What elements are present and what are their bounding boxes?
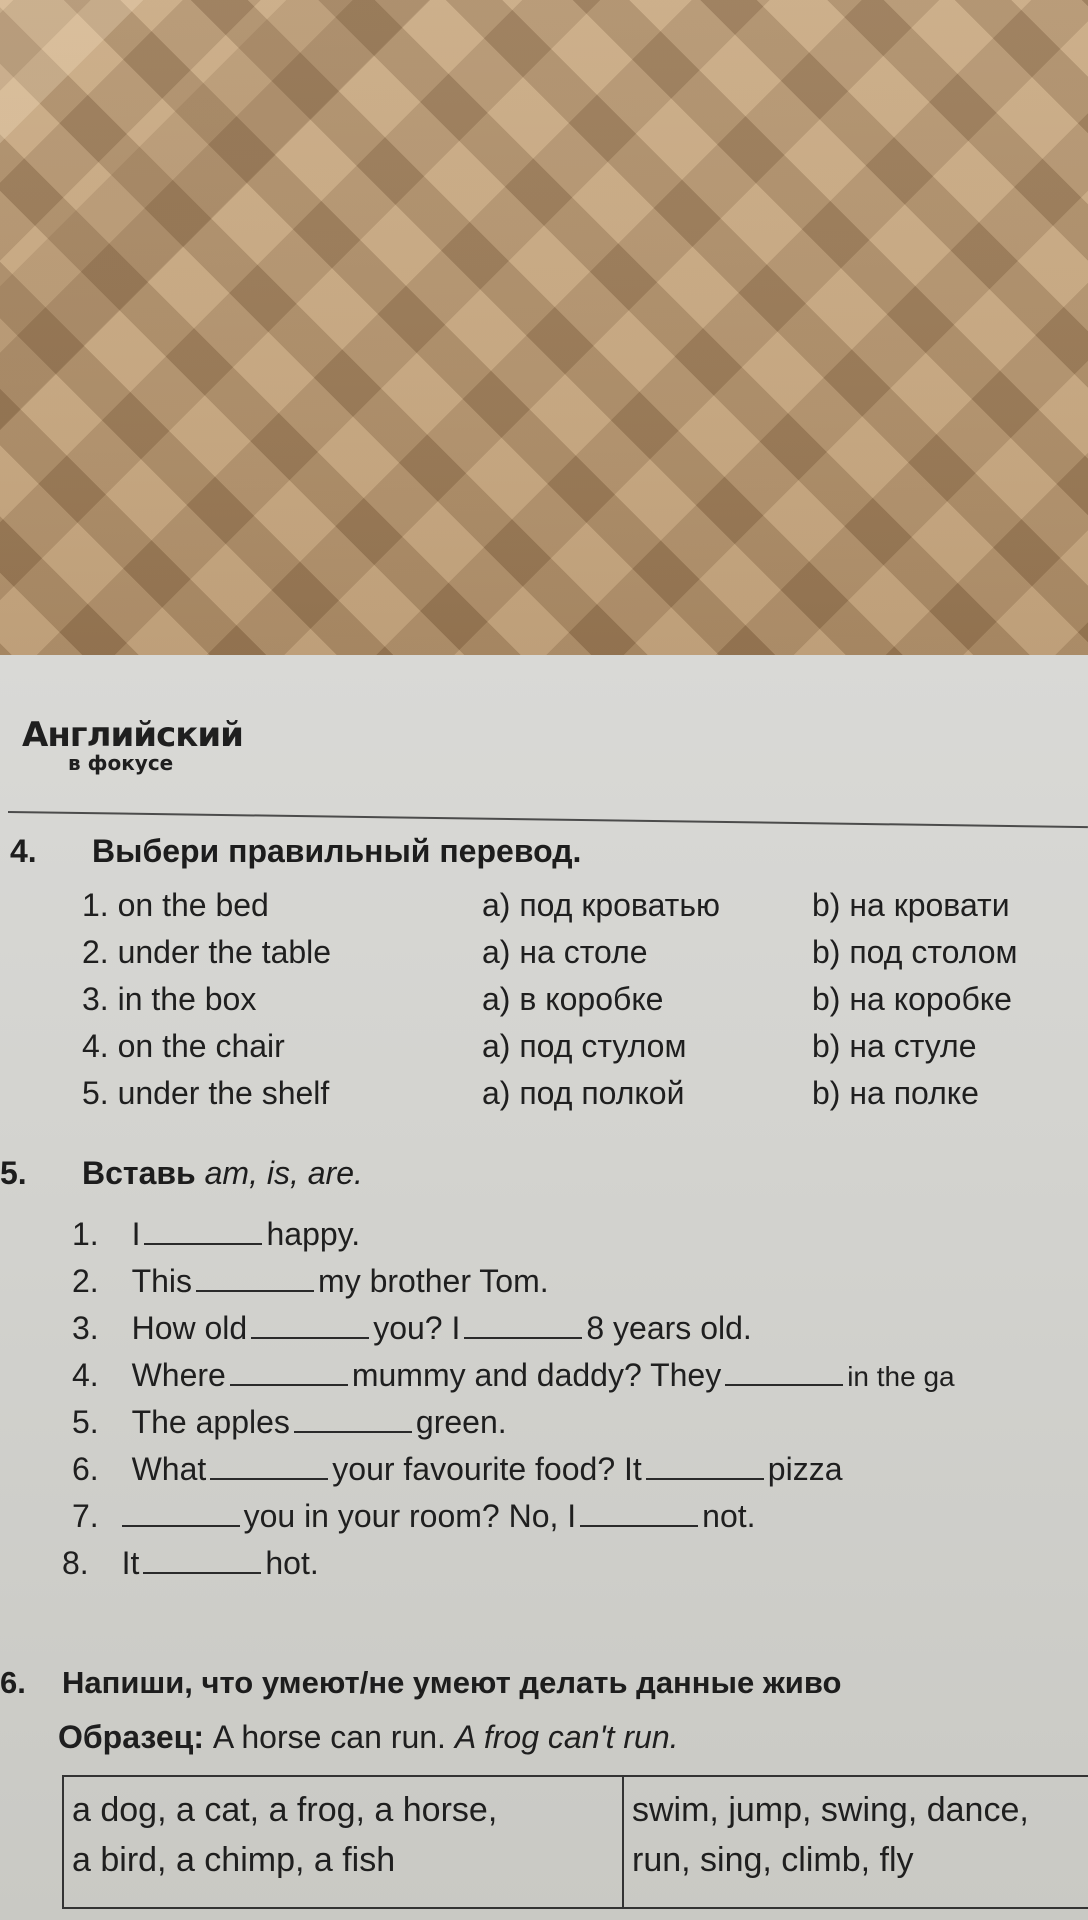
answer-blank[interactable] — [580, 1497, 698, 1527]
sentence-text: How old — [131, 1310, 248, 1346]
sentence-text: It — [121, 1545, 140, 1581]
sentence-text: hot. — [265, 1545, 319, 1581]
task5-sentence — [72, 1403, 507, 1441]
task4-option-b: b) под столом — [812, 934, 1018, 970]
sentence-number: 5. — [72, 1404, 99, 1440]
task4-heading — [10, 833, 581, 870]
sentence-number: 3. — [72, 1310, 99, 1346]
task5-number: 5. — [0, 1155, 27, 1191]
sentence-text: my brother Tom. — [318, 1263, 549, 1299]
example-label: Образец: — [58, 1719, 204, 1755]
sentence-number: 7. — [72, 1498, 99, 1534]
answer-blank[interactable] — [210, 1450, 328, 1480]
answer-blank[interactable] — [464, 1309, 582, 1339]
sentence-text: you in your room? No, I — [243, 1498, 577, 1534]
sentence-text: pizza — [767, 1451, 843, 1487]
answer-blank[interactable] — [122, 1497, 240, 1527]
sentence-text: mummy and daddy? They — [351, 1357, 722, 1393]
answer-blank[interactable] — [725, 1356, 843, 1386]
task6-number: 6. — [0, 1665, 26, 1700]
sentence-number: 4. — [72, 1357, 99, 1393]
task4-term: 2. under the table — [82, 934, 332, 970]
verbs-cell — [624, 1777, 1088, 1907]
answer-blank[interactable] — [251, 1309, 369, 1339]
task4-option-a: a) в коробке — [482, 981, 664, 1017]
sentence-text: you? I — [373, 1310, 461, 1346]
task4-option-a: a) под полкой — [482, 1075, 685, 1111]
logo-subtitle: в фокусе — [68, 751, 174, 775]
answer-blank[interactable] — [646, 1450, 764, 1480]
task5-heading — [0, 1155, 363, 1192]
sentence-number: 1. — [72, 1216, 99, 1252]
sentence-text: green. — [415, 1404, 507, 1440]
task4-term: 3. in the box — [82, 981, 257, 1017]
sentence-text: happy. — [266, 1216, 361, 1252]
animals-line: a dog, a cat, a frog, a horse, — [72, 1791, 498, 1829]
task5-sentence — [62, 1544, 319, 1582]
task4-term: 4. on the chair — [82, 1028, 285, 1064]
sentence-text: What — [131, 1451, 207, 1487]
task4-title: Выбери правильный перевод. — [92, 833, 582, 869]
task5-sentence — [72, 1497, 756, 1535]
task6-title: Напиши, что умеют/не умеют делать данные живо — [62, 1665, 842, 1700]
task4-option-b: b) на полке — [812, 1075, 979, 1111]
task6-word-table — [62, 1775, 1088, 1909]
book-logo — [22, 715, 243, 775]
workbook-page — [0, 655, 1088, 1920]
task5-sentence — [72, 1262, 549, 1300]
sentence-text: 8 years old. — [586, 1310, 752, 1346]
task4-term: 1. on the bed — [82, 887, 269, 923]
task6-heading — [0, 1665, 841, 1701]
verbs-line: run, sing, climb, fly — [632, 1841, 914, 1879]
sentence-number: 2. — [72, 1263, 99, 1299]
answer-blank[interactable] — [144, 1215, 262, 1245]
sentence-text: in the ga — [847, 1361, 955, 1392]
task4-term: 5. under the shelf — [82, 1075, 330, 1111]
sentence-text: Where — [131, 1357, 226, 1393]
answer-blank[interactable] — [143, 1544, 261, 1574]
task4-option-b: b) на коробке — [812, 981, 1012, 1017]
task5-sentence — [72, 1356, 955, 1394]
answer-blank[interactable] — [294, 1403, 412, 1433]
animals-line: a bird, a chimp, a fish — [72, 1841, 396, 1879]
task5-sentence — [72, 1215, 360, 1253]
example-text-italic: A frog can't run. — [454, 1719, 679, 1755]
animals-cell — [64, 1777, 624, 1907]
task6-example — [58, 1719, 679, 1756]
sentence-text: not. — [702, 1498, 756, 1534]
sentence-number: 8. — [62, 1545, 89, 1581]
answer-blank[interactable] — [196, 1262, 314, 1292]
sentence-text: The apples — [131, 1404, 290, 1440]
task4-number: 4. — [10, 833, 37, 869]
sentence-text: This — [131, 1263, 193, 1299]
task5-sentence — [72, 1450, 842, 1488]
task5-title-italic: am, is, are. — [204, 1155, 363, 1191]
sentence-number: 6. — [72, 1451, 99, 1487]
task5-sentence — [72, 1309, 752, 1347]
sentence-text: your favourite food? It — [332, 1451, 642, 1487]
task4-option-a: a) под стулом — [482, 1028, 687, 1064]
task4-option-a: a) на столе — [482, 934, 648, 970]
task5-title: Вставь — [82, 1155, 196, 1191]
logo-title: Английский — [22, 715, 243, 755]
task4-option-b: b) на кровати — [812, 887, 1010, 923]
verbs-line: swim, jump, swing, dance, — [632, 1791, 1029, 1829]
table-surface-background — [0, 0, 1088, 700]
answer-blank[interactable] — [230, 1356, 348, 1386]
sentence-text: I — [131, 1216, 141, 1252]
task4-option-a: a) под кроватью — [482, 887, 720, 923]
task4-option-b: b) на стуле — [812, 1028, 977, 1064]
header-rule — [8, 811, 1088, 828]
example-text: A horse can run. — [212, 1719, 446, 1755]
